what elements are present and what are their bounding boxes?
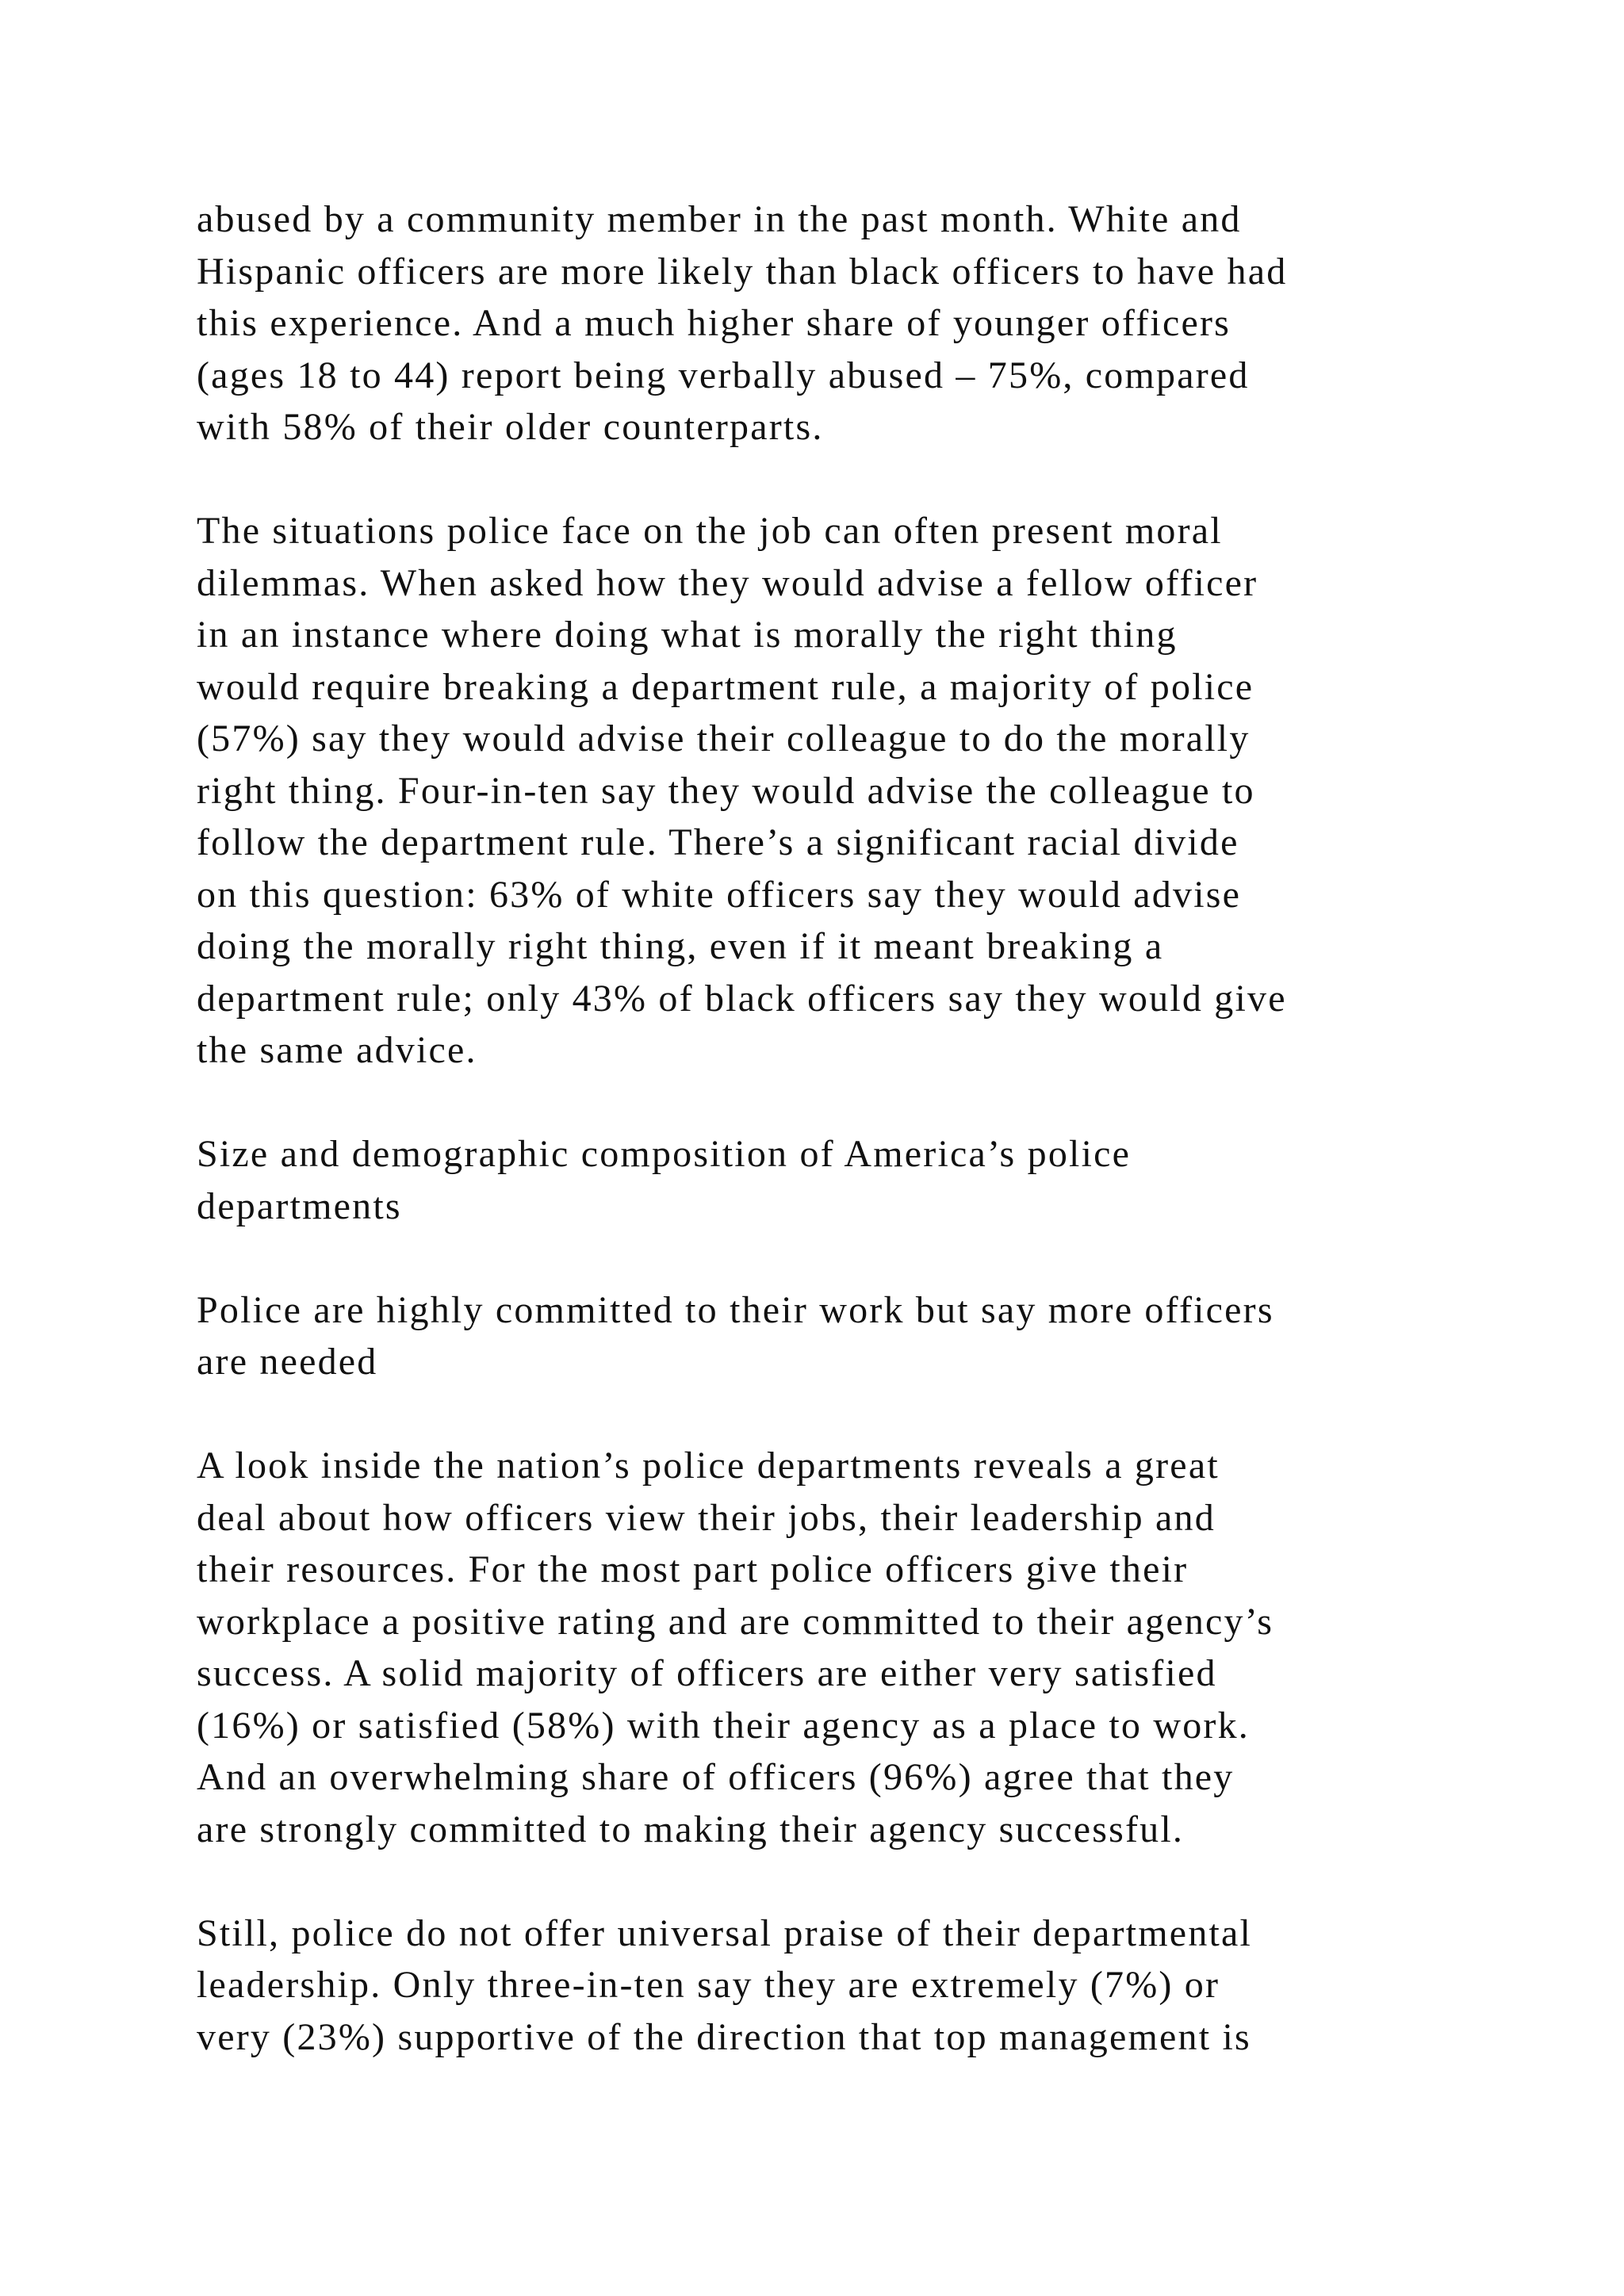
text-line: The situations police face on the job can often present moral [197,510,1223,552]
text-line: are needed [197,1341,378,1383]
text-line: very (23%) supportive of the direction that top management is [197,2015,1251,2058]
text-line: the same advice. [197,1029,477,1071]
text-line: with 58% of their older counterparts. [197,406,824,448]
text-line: dilemmas. When asked how they would advise a fellow officer [197,561,1258,604]
paragraph-5 [197,1440,1465,1855]
text-line: right thing. Four-in-ten say they would advise the colleague to [197,769,1255,812]
text-line: department rule; only 43% of black officers say they would give [197,977,1287,1020]
text-line: (ages 18 to 44) report being verbally abused – 75%, compared [197,354,1250,396]
paragraph-6 [197,1908,1465,2064]
text-line: leadership. Only three-in-ten say they are extremely (7%) or [197,1964,1220,2006]
document-body [197,193,1465,2115]
paragraph-3 [197,1128,1465,1232]
text-line: And an overwhelming share of officers (96%) agree that they [197,1756,1235,1798]
text-line: their resources. For the most part police officers give their [197,1548,1189,1590]
text-line: doing the morally right thing, even if it meant breaking a [197,925,1164,967]
text-line: are strongly committed to making their agency successful. [197,1808,1185,1850]
text-line: A look inside the nation’s police departments reveals a great [197,1445,1220,1487]
text-line: departments [197,1184,402,1227]
paragraph-1 [197,193,1465,453]
text-line: this experience. And a much higher share of younger officers [197,302,1231,344]
text-line: follow the department rule. There’s a significant racial divide [197,821,1239,863]
paragraph-4 [197,1284,1465,1388]
text-line: (57%) say they would advise their colleague to do the morally [197,718,1251,760]
text-line: abused by a community member in the past month. White and [197,198,1242,240]
text-line: success. A solid majority of officers are either very satisfied [197,1652,1217,1694]
text-line: Police are highly committed to their work but say more officers [197,1288,1274,1331]
text-line: on this question: 63% of white officers say they would advise [197,873,1242,916]
text-line: deal about how officers view their jobs, their leadership and [197,1496,1216,1539]
text-line: Hispanic officers are more likely than black officers to have had [197,250,1288,293]
text-line: (16%) or satisfied (58%) with their agency as a place to work. [197,1704,1250,1747]
text-line: Still, police do not offer universal praise of their departmental [197,1911,1253,1954]
paragraph-2 [197,505,1465,1077]
text-line: would require breaking a department rule, a majority of police [197,665,1254,708]
text-line: in an instance where doing what is morally the right thing [197,614,1178,656]
text-line: Size and demographic composition of America’s police [197,1133,1132,1175]
text-line: workplace a positive rating and are committed to their agency’s [197,1600,1274,1643]
